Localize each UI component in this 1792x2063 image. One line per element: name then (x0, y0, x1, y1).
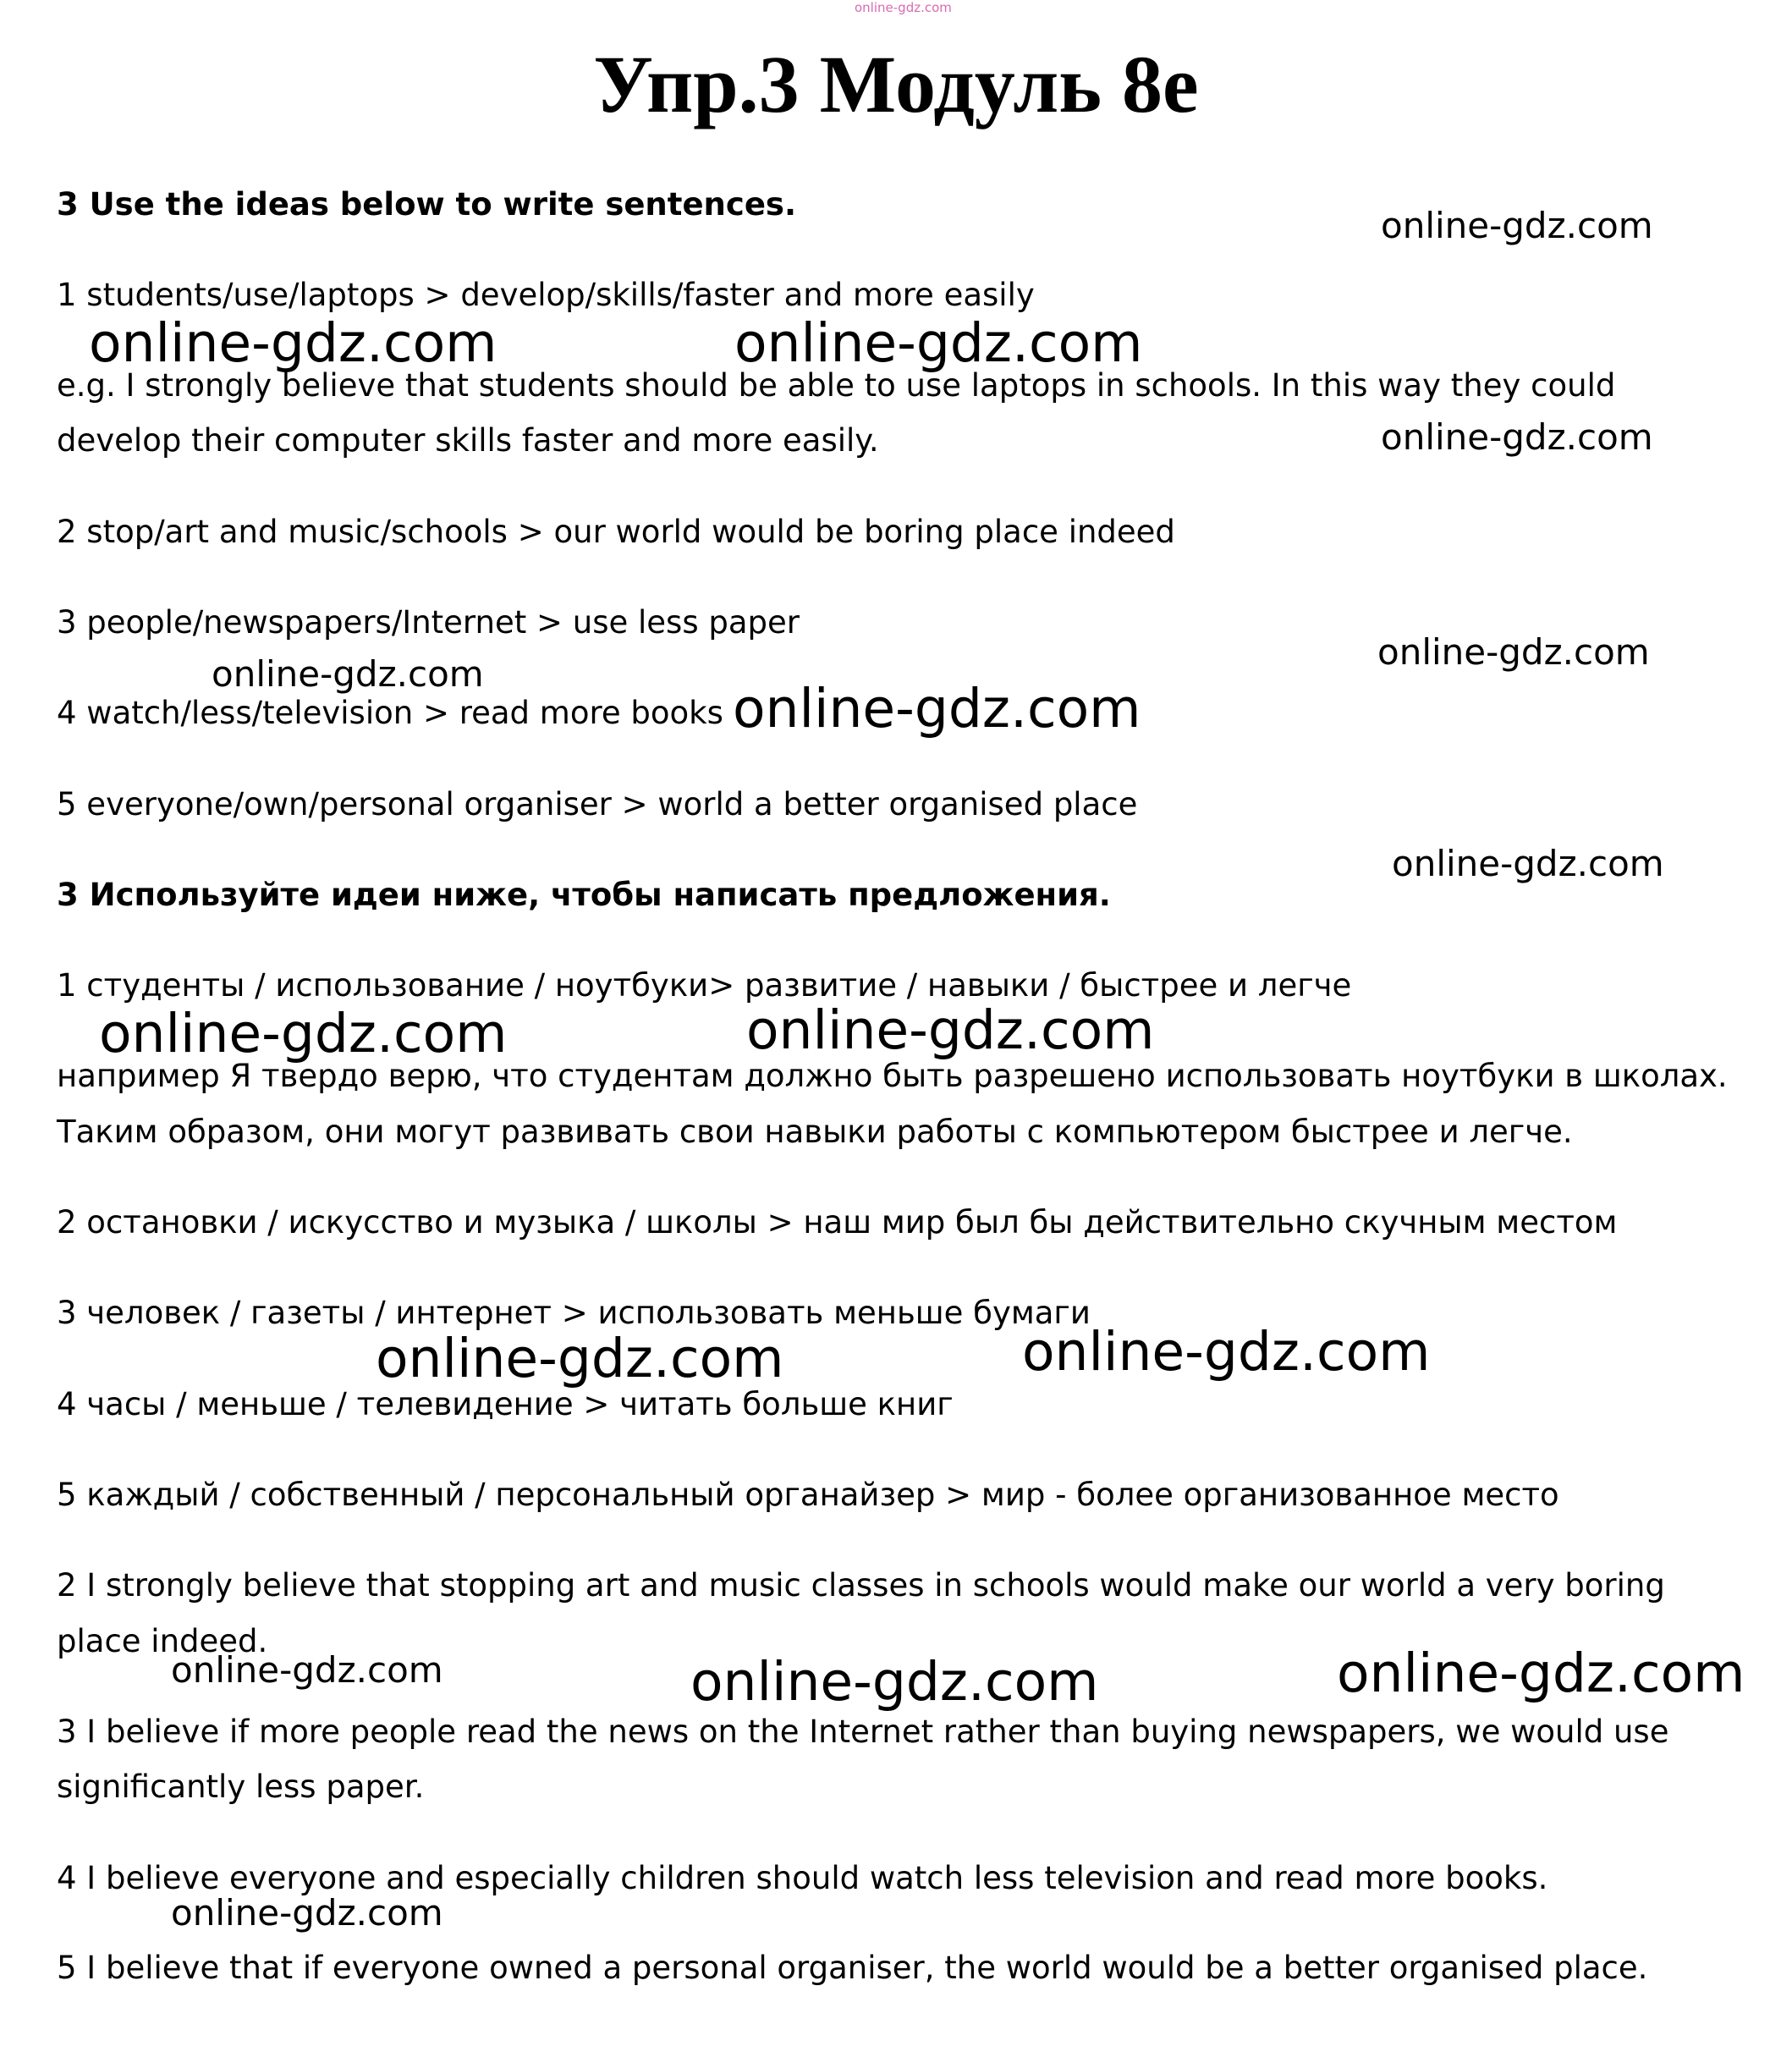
watermark: online-gdz.com (690, 1651, 1099, 1713)
watermark: online-gdz.com (1377, 631, 1650, 673)
answer-2-line-1: 2 I strongly believe that stopping art and music classes in schools would make our world a very boring (57, 1567, 1665, 1604)
russian-example-line-1: например Я твердо верю, что студентам должно быть разрешено использовать ноутбуки в школах. (57, 1058, 1728, 1094)
watermark: online-gdz.com (212, 653, 484, 695)
russian-item-2: 2 остановки / искусство и музыка / школы > наш мир был бы действительно скучным местом (57, 1204, 1618, 1241)
answer-4: 4 I believe everyone and especially children should watch less television and read more books. (57, 1860, 1548, 1896)
russian-item-1: 1 студенты / использование / ноутбуки> развитие / навыки / быстрее и легче (57, 967, 1352, 1004)
watermark: online-gdz.com (733, 678, 1141, 740)
answer-2-line-2: place indeed. (57, 1623, 268, 1659)
english-item-4: 4 watch/less/television > read more books (57, 695, 723, 731)
page-title: Упр.3 Модуль 8е (593, 39, 1199, 129)
russian-item-3: 3 человек / газеты / интернет > использовать меньше бумаги (57, 1295, 1091, 1331)
russian-item-5: 5 каждый / собственный / персональный органайзер > мир - более организованное место (57, 1477, 1559, 1513)
watermark: online-gdz.com (89, 312, 497, 374)
watermark: online-gdz.com (1392, 843, 1664, 884)
english-example-line-2: develop their computer skills faster and more easily. (57, 422, 879, 459)
english-item-2: 2 stop/art and music/schools > our world would be boring place indeed (57, 514, 1175, 550)
watermark: online-gdz.com (171, 1892, 443, 1934)
watermark: online-gdz.com (1381, 205, 1653, 246)
answer-5: 5 I believe that if everyone owned a personal organiser, the world would be a better organised place. (57, 1950, 1648, 1986)
watermark: online-gdz.com (1337, 1642, 1745, 1704)
english-example-line-1: e.g. I strongly believe that students should be able to use laptops in schools. In this way they could (57, 367, 1616, 404)
watermark: online-gdz.com (746, 999, 1155, 1061)
english-task-heading: 3 Use the ideas below to write sentences. (57, 186, 796, 223)
watermark: online-gdz.com (1022, 1321, 1431, 1383)
english-item-3: 3 people/newspapers/Internet > use less paper (57, 604, 800, 641)
russian-example-line-2: Таким образом, они могут развивать свои навыки работы с компьютером быстрее и легче. (57, 1114, 1573, 1150)
answer-3-line-2: significantly less paper. (57, 1769, 425, 1805)
answer-3-line-1: 3 I believe if more people read the news on the Internet rather than buying newspapers, we would use (57, 1714, 1669, 1750)
watermark: online-gdz.com (171, 1649, 443, 1691)
watermark: online-gdz.com (99, 1003, 508, 1065)
top-watermark: online-gdz.com (855, 0, 952, 15)
russian-task-heading: 3 Используйте идеи ниже, чтобы написать предложения. (57, 877, 1111, 913)
watermark: online-gdz.com (734, 312, 1143, 374)
watermark: online-gdz.com (376, 1328, 784, 1389)
watermark: online-gdz.com (1381, 416, 1653, 458)
russian-item-4: 4 часы / меньше / телевидение > читать больше книг (57, 1386, 954, 1422)
english-item-1: 1 students/use/laptops > develop/skills/faster and more easily (57, 277, 1035, 313)
english-item-5: 5 everyone/own/personal organiser > world a better organised place (57, 786, 1138, 822)
